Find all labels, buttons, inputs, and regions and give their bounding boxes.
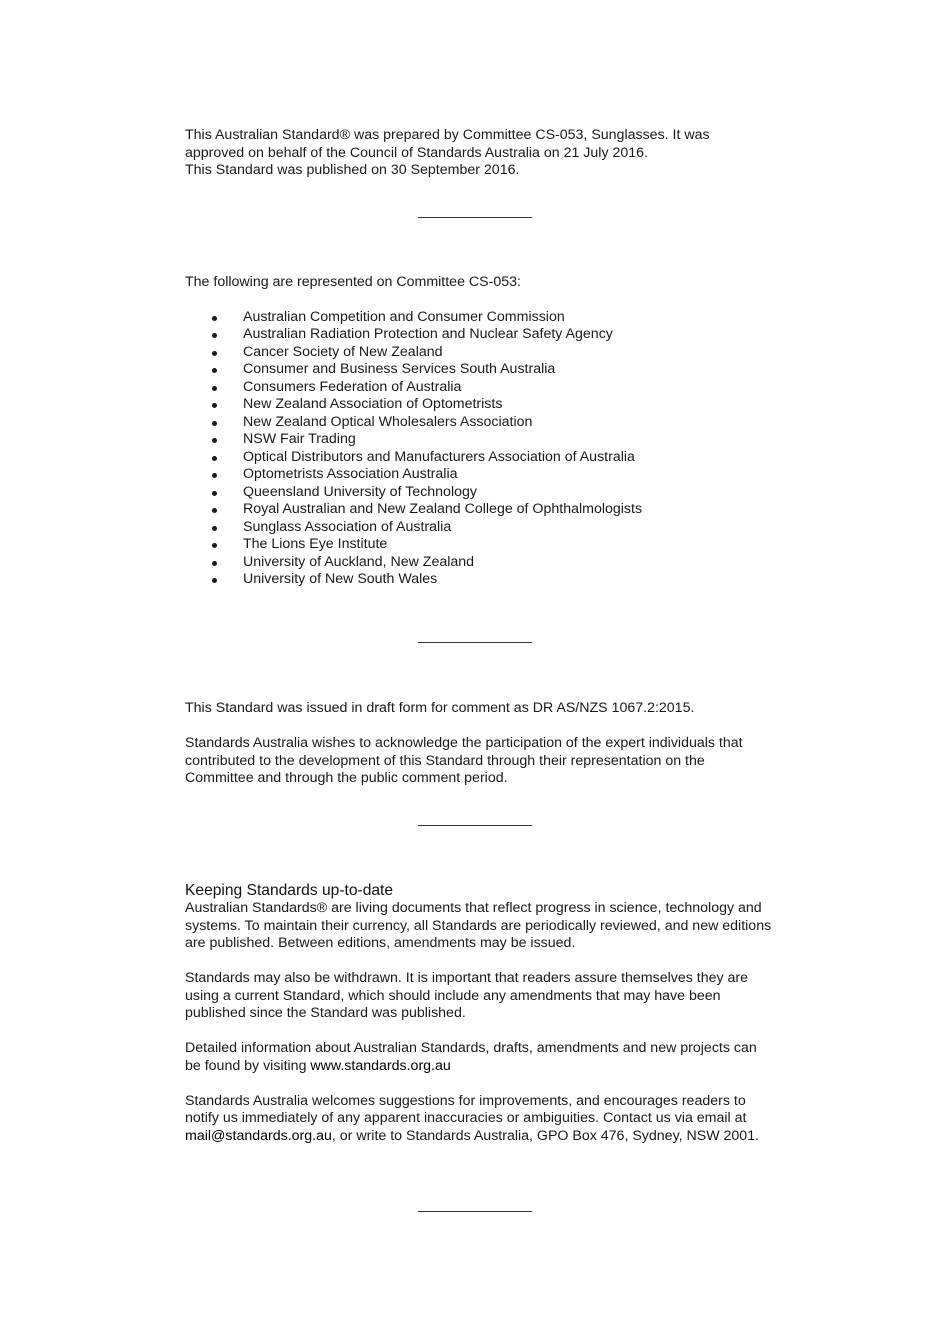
bullet-icon (212, 456, 217, 461)
paragraph-line: Standards may also be withdrawn. It is important that readers assure themselves they are (185, 970, 749, 986)
paragraph-line: Australian Standards® are living documents that reflect progress in science, technology and (185, 900, 762, 916)
list-item (185, 501, 775, 519)
preparation-line: This Australian Standard® was prepared by Committee CS-053, Sunglasses. It was (185, 127, 710, 143)
member-name: The Lions Eye Institute (243, 536, 388, 552)
acknowledgement-paragraph (185, 735, 775, 788)
member-name: University of New South Wales (243, 571, 438, 587)
website-link[interactable]: www.standards.org.au (310, 1057, 451, 1074)
draft-notice (185, 700, 775, 788)
paragraph-text: , or write to Standards Australia, GPO Box 476, Sydney, NSW 2001. (331, 1127, 760, 1144)
list-item (185, 379, 775, 397)
paragraph-line (185, 1058, 775, 1076)
list-item (185, 361, 775, 379)
paragraph-line: are published. Between editions, amendments may be issued. (185, 935, 576, 951)
list-item (185, 326, 775, 344)
bullet-icon (212, 368, 217, 373)
list-item (185, 554, 775, 572)
committee-intro: The following are represented on Committee CS-053: (185, 274, 521, 290)
member-name: New Zealand Association of Optometrists (243, 396, 503, 412)
list-item (185, 449, 775, 467)
acknowledgement-line: Standards Australia wishes to acknowledge the participation of the expert individuals that (185, 735, 743, 751)
list-item (185, 536, 775, 554)
paragraph-text: be found by visiting (185, 1057, 311, 1074)
section-heading: Keeping Standards up-to-date (185, 882, 394, 899)
preparation-line: This Standard was published on 30 September 2016. (185, 162, 520, 178)
bullet-icon (212, 473, 217, 478)
list-item (185, 466, 775, 484)
member-name: Cancer Society of New Zealand (243, 343, 443, 360)
section-divider (418, 642, 532, 643)
member-name: Australian Radiation Protection and Nuclear Safety Agency (243, 326, 613, 342)
list-item (185, 431, 775, 449)
list-item (185, 484, 775, 502)
keeping-paragraph-1 (185, 900, 775, 953)
member-name: Optometrists Association Australia (243, 466, 458, 482)
committee-section (185, 274, 775, 589)
bullet-icon (212, 438, 217, 443)
member-name: University of Auckland, New Zealand (243, 553, 475, 570)
email-link[interactable]: mail@standards.org.au (185, 1127, 332, 1144)
bullet-icon (212, 543, 217, 548)
list-item (185, 571, 775, 589)
bullet-icon (212, 561, 217, 566)
draft-paragraph (185, 700, 775, 718)
acknowledgement-line: Committee and through the public comment period. (185, 770, 508, 786)
paragraph-line: using a current Standard, which should include any amendments that may have been (185, 987, 721, 1004)
bullet-icon (212, 526, 217, 531)
member-name: New Zealand Optical Wholesalers Association (243, 413, 533, 430)
list-item (185, 396, 775, 414)
preparation-line: approved on behalf of the Council of Standards Australia on 21 July 2016. (185, 144, 648, 161)
bullet-icon (212, 508, 217, 513)
list-item (185, 309, 775, 327)
section-divider (418, 217, 532, 218)
keeping-paragraph-2 (185, 970, 775, 1023)
member-name: Consumer and Business Services South Australia (243, 361, 556, 377)
bullet-icon (212, 316, 217, 321)
bullet-icon (212, 386, 217, 391)
bullet-icon (212, 351, 217, 356)
paragraph-line: systems. To maintain their currency, all Standards are periodically reviewed, and new editions (185, 917, 772, 934)
member-name: Australian Competition and Consumer Commission (243, 308, 565, 325)
member-name: Queensland University of Technology (243, 483, 477, 500)
member-name: Royal Australian and New Zealand College of Ophthalmologists (243, 501, 643, 517)
member-name: Consumers Federation of Australia (243, 378, 462, 395)
acknowledgement-line: contributed to the development of this Standard through their representation on the (185, 752, 705, 769)
keeping-paragraph-3 (185, 1040, 775, 1075)
section-divider (418, 825, 532, 826)
list-item (185, 519, 775, 537)
preparation-notice (185, 127, 775, 180)
list-item (185, 344, 775, 362)
list-item (185, 414, 775, 432)
bullet-icon (212, 491, 217, 496)
bullet-icon (212, 333, 217, 338)
keeping-standards-section (185, 881, 775, 1145)
paragraph-line: Standards Australia welcomes suggestions for improvements, and encourages readers to (185, 1092, 746, 1109)
paragraph-line: notify us immediately of any apparent inaccuracies or ambiguities. Contact us via email at (185, 1110, 747, 1126)
member-name: NSW Fair Trading (243, 431, 356, 447)
paragraph-line: published since the Standard was published. (185, 1005, 466, 1021)
paragraph-line: Detailed information about Australian Standards, drafts, amendments and new projects can (185, 1040, 757, 1056)
bullet-icon (212, 421, 217, 426)
paragraph-line (185, 1128, 775, 1146)
member-name: Optical Distributors and Manufacturers Association of Australia (243, 448, 635, 465)
keeping-paragraph-4 (185, 1093, 775, 1146)
bullet-icon (212, 578, 217, 583)
member-name: Sunglass Association of Australia (243, 518, 452, 535)
bullet-icon (212, 403, 217, 408)
committee-member-list (185, 309, 775, 589)
section-divider (418, 1211, 532, 1212)
draft-line: This Standard was issued in draft form for comment as DR AS/NZS 1067.2:2015. (185, 700, 695, 716)
